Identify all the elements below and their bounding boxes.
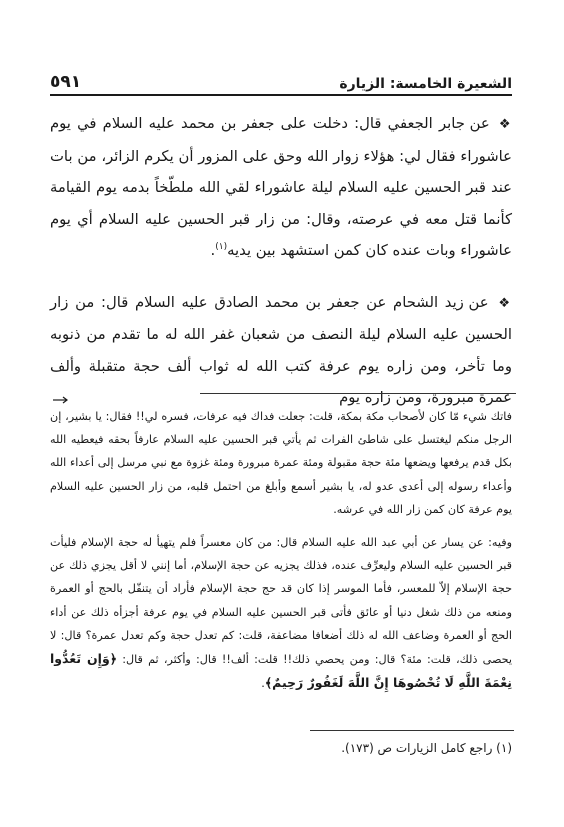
arrow-right-icon: [52, 395, 70, 405]
running-title: الشعيرة الخامسة: الزيارة: [339, 76, 512, 92]
continuation-divider: [200, 393, 516, 394]
footnote-end: .: [261, 677, 265, 691]
paragraph-text: عن زيد الشحام عن جعفر بن محمد الصادق عليه السلام قال: من زار الحسين عليه السلام ليلة النصف من شعبان غفر الله له ما تقدم من ذنوبه وما تأخر، ومن زاره يوم عرفة كتب الله له ثواب ألف حجة متقبلة وألف عمرة مبرورة، ومن زاره يوم: [50, 293, 512, 406]
paragraph-end: .: [210, 242, 216, 259]
page-number: ٥٩١: [50, 72, 82, 92]
footnote-reference: (١): [215, 242, 228, 253]
paragraph-jabir: [50, 108, 512, 267]
paragraph-text: عن جابر الجعفي قال: دخلت على جعفر بن محمد عليه السلام في يوم عاشوراء فقال لي: هؤلاء زوار الله وحق على المزور أن يكرم الزائر، من بات عند قبر الحسين عليه السلام ليلة عاشوراء لقي الله ملطّخاً بدمه يوم القيامة كأنما قتل معه في عرصته، وقال: من زار قبر الحسين عليه السلام أي يوم عاشوراء وبات عنده كان كمن استشهد بين يديه: [50, 115, 512, 259]
paragraph-zayd: [50, 287, 512, 414]
main-text: [50, 108, 512, 434]
footnote: (١) راجع كامل الزيارات ص (١٧٣).: [341, 741, 512, 755]
continued-footnote-paragraph: [50, 531, 512, 695]
quran-verse: ﴿وَإِن تَعُدُّوا نِعْمَةَ اللَّهِ لَا تُحْصُوهَا إِنَّ اللَّهَ لَغَفُورٌ رَحِيمٌ﴾: [50, 651, 512, 691]
bullet-icon: ❖: [498, 295, 512, 311]
continued-footnote-paragraph: فاتك شيء مّا كان لأصحاب مكة بمكة، قلت: جعلت فداك فيه عرفات، فسره لي!! فقال: يا بشير، إن الرجل منكم ليغتسل على شاطئ الفرات ثم يأتي قبر الحسين عليه السلام عارفاً بحقه فيعطيه الله بكل قدم يرفعها ويضعها مئة حجة مقبولة ومئة عمرة مبرورة ومئة غزوة مع نبي مرسل إلى أعداء الله وأعداء رسوله إلى أعدى عدو له، يا بشير أسمع وأبلغ من احتمل قلبه، من زار الحسين عليه السلام يوم عرفة كان كمن زار الله في عرشه.: [50, 410, 512, 516]
page-header: [50, 66, 512, 96]
bullet-icon: ❖: [498, 117, 512, 132]
footnote-text: وفيه: عن يسار عن أبي عبد الله عليه السلام قال: من كان معسراً فلم يتهيأ له حجة الإسلام فليأت قبر الحسين عليه السلام وليعرِّف عنده، فذلك يجزيه عن حجة الإسلام، أما إنني لا أقل يجزي ذلك عن حجة الإسلام إلاّ للمعسر، فأما الموسر إذا كان قد حج حجة الإسلام فأراد أن يتنفّل بالحج أو العمرة ومنعه من ذلك شغل دنيا أو عائق فأتى قبر الحسين عليه السلام في يوم عرفة أجزأه ذلك عن أداء الحج أو العمرة وضاعف الله له ذلك أضعافا مضاعفة، قلت: كم تعدل حجة وكم تعدل عمرة؟ قال: لا يحصى ذلك، قلت: مئة؟ قال: ومن يحصي ذلك!! قلت: ألف!! قال: وأكثر، ثم قال:: [50, 536, 512, 667]
continued-footnote: [50, 405, 512, 705]
footnote-divider: [310, 730, 514, 731]
